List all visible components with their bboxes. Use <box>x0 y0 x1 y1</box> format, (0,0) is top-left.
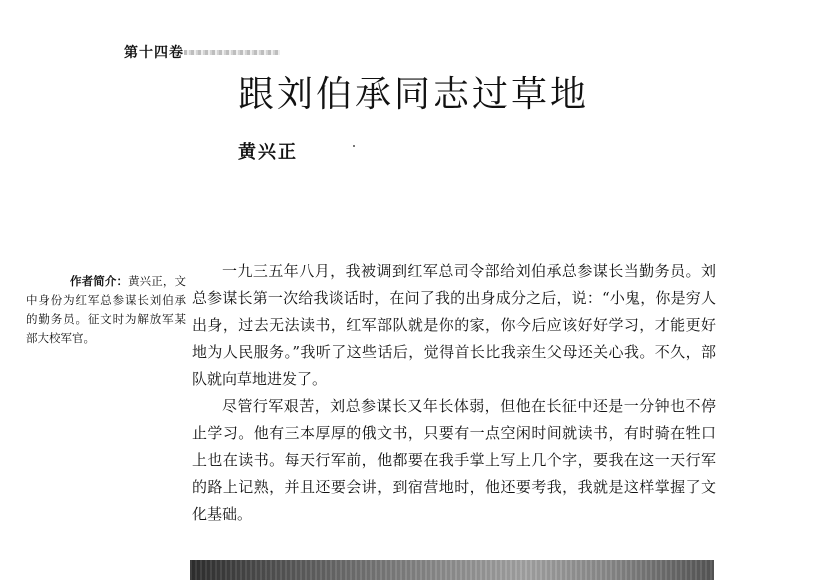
author-intro-text: 黄兴正，文中身份为红军总参谋长刘伯承的勤务员。征文时为解放军某部大校军官。 <box>26 274 187 345</box>
author-intro <box>26 272 186 348</box>
body-paragraph-2: 尽管行军艰苦，刘总参谋长又年长体弱，但他在长征中还是一分钟也不停止学习。他有三本厚厚的俄文书，只要有一点空闲时间就读书，有时骑在牲口上也在读书。每天行军前，他都要在我手掌上写上几个字，要我在这一天行军的路上记熟，并且还要会讲，到宿营地时，他还要考我，我就是这样掌握了文化基础。 <box>192 397 716 523</box>
photo-edge <box>190 560 714 580</box>
author-intro-label: 作者简介： <box>70 274 129 288</box>
volume-header: 第十四卷 <box>124 45 184 61</box>
header-smudge <box>184 50 280 55</box>
print-speck <box>353 145 355 147</box>
author-name: 黄兴正 <box>238 142 298 163</box>
article-body <box>192 258 716 528</box>
body-paragraph-1: 一九三五年八月，我被调到红军总司令部给刘伯承总参谋长当勤务员。刘总参谋长第一次给我谈话时，在问了我的出身成分之后，说：“小鬼，你是穷人出身，过去无法读书，红军部队就是你的家，你今后应该好好学习，才能更好地为人民服务。”我听了这些话后，觉得首长比我亲生父母还关心我。不久，部队就向草地进发了。 <box>192 262 716 388</box>
article-title: 跟刘伯承同志过草地 <box>238 74 590 115</box>
